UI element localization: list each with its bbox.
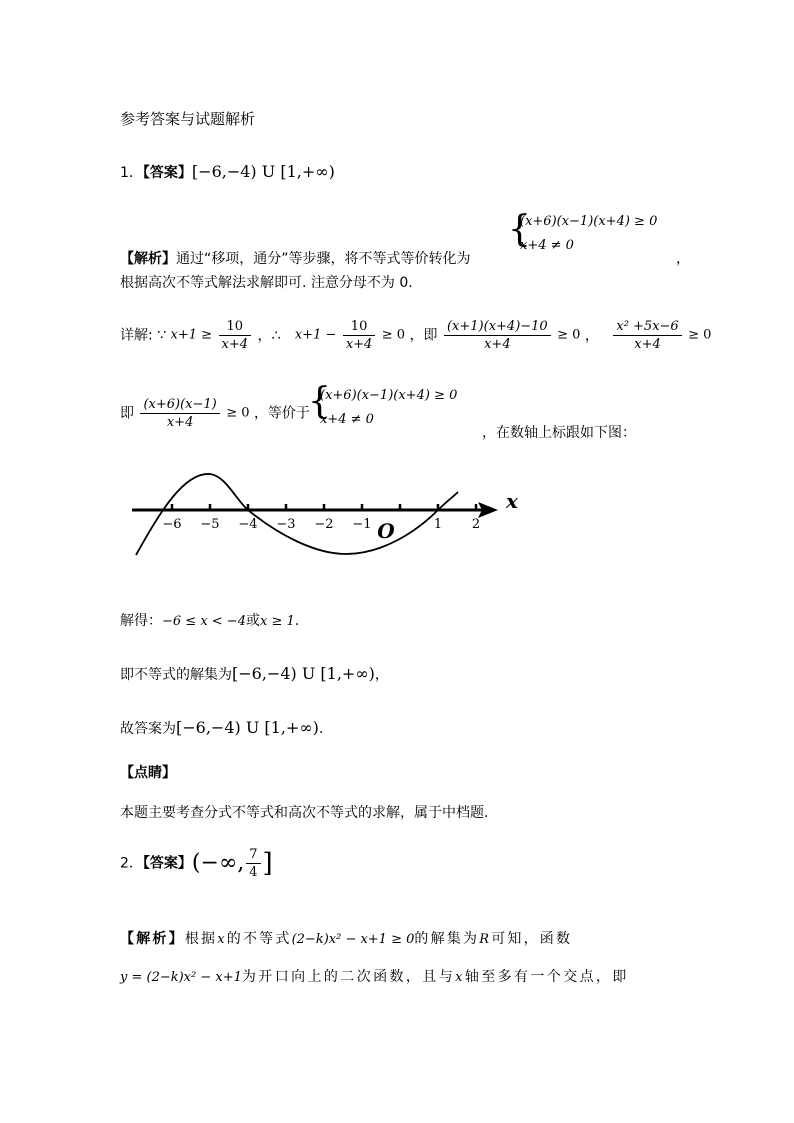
origin-label: O [377, 519, 395, 543]
q2-t4: 可知，函数 [491, 931, 573, 947]
q1-d5-den: x+4 [166, 415, 194, 430]
q1-d2-num: 10 [343, 318, 376, 336]
page-heading: 参考答案与试题解析 [120, 110, 256, 128]
x-axis-label: x [506, 489, 518, 513]
q1-equiv: ，等价于 [253, 405, 310, 422]
q1-system2-line2: x+4 ≠ 0 [320, 412, 374, 427]
q1-analysis-tag: 【解析】 [120, 251, 176, 267]
sign-curve [136, 474, 458, 555]
tick-label-1: 1 [433, 517, 443, 532]
q1-final-line [120, 718, 323, 738]
q1-analysis-line2: 根据高次不等式解法求解即可. 注意分母不为 0. [120, 275, 413, 291]
q1-answer-line [120, 162, 335, 182]
tick-label-minus1: −1 [352, 517, 372, 532]
q1-solve-math1: −6 ≤ x < −4 [162, 614, 246, 629]
q1-solve-label: 解得： [120, 613, 162, 629]
q1-ji2: 即 [120, 405, 134, 422]
q1-d3-right: ≥ 0 [557, 327, 581, 343]
tick-label-2: 2 [471, 517, 481, 532]
tick-label-minus3: −3 [276, 517, 296, 532]
q1-d3-fraction [444, 318, 551, 353]
q1-set-math: [−6,−4) U [1,+∞) [232, 664, 375, 683]
q1-d5-right: ≥ 0 [226, 405, 250, 421]
tick-label-minus6: −6 [162, 517, 182, 532]
q2-m5: x [455, 970, 465, 985]
q2-answer-left: (−∞, [191, 850, 245, 876]
tick-label-minus4: −4 [238, 517, 258, 532]
q1-d1-den: x+4 [221, 337, 249, 352]
q2-t6: 轴至多有一个交点，即 [464, 969, 629, 985]
q1-after-system2: ，在数轴上标跟如下图： [482, 425, 636, 441]
q2-analysis-tag: 【解析】 [120, 931, 185, 947]
q1-final-text: 故答案为 [120, 721, 176, 737]
q2-m3: R [479, 932, 492, 947]
q1-comment-text: 本题主要考查分式不等式和高次不等式的求解，属于中档题. [120, 805, 489, 821]
q1-system-line1: (x+6)(x−1)(x+4) ≥ 0 [520, 214, 658, 229]
q2-answer-right: ] [262, 848, 273, 879]
q1-detail-label: 详解: ∵ [120, 327, 167, 344]
q1-number: 1． [120, 165, 143, 181]
q1-d4-right: ≥ 0 [688, 327, 712, 343]
q1-d2-right: ≥ 0 [381, 327, 406, 343]
q2-t2: 的不等式 [226, 931, 292, 947]
q2-number: 2． [120, 855, 143, 872]
q1-d3-den: x+4 [484, 337, 511, 352]
q2-answer-fraction [246, 846, 260, 881]
q1-system-comma: ， [676, 251, 690, 267]
q1-system-line2: x+4 ≠ 0 [520, 238, 574, 253]
q1-d5-num: (x+6)(x−1) [140, 396, 219, 414]
q1-final-math: [−6,−4) U [1,+∞) [176, 718, 319, 737]
q1-comment-tag: 【点睛】 [120, 765, 176, 781]
q1-solve-end: . [294, 613, 300, 629]
q1-d2-left: x+1 − [294, 327, 337, 343]
q1-d1-fraction [219, 318, 252, 353]
q1-solve-math2: x ≥ 1 [259, 614, 295, 629]
q1-final-end: . [318, 721, 324, 737]
q2-answer-den: 4 [249, 865, 258, 880]
q1-therefore: ，∴ [257, 327, 281, 344]
q2-answer-num: 7 [246, 846, 260, 864]
q1-equiv-line [120, 396, 310, 436]
q2-analysis-line1 [120, 928, 572, 948]
number-line-figure [120, 462, 540, 582]
q1-d4-den: x+4 [634, 337, 661, 352]
q1-d4-fraction [613, 318, 681, 353]
q1-detail-line [120, 318, 711, 358]
q1-system2-brace: { [308, 381, 331, 422]
q1-ji1: ，即 [409, 327, 438, 344]
q1-sep: ， [584, 327, 599, 344]
q1-d4-num: x² +5x−6 [613, 318, 681, 336]
tick-label-minus2: −2 [314, 517, 334, 532]
q1-d1-left: x+1 ≥ [170, 327, 213, 343]
q2-m2: (2−k)x² − x+1 ≥ 0 [291, 932, 415, 947]
tick-label-minus5: −5 [200, 517, 220, 532]
q1-answer-tag: 【答案】 [142, 165, 192, 181]
q1-set-text: 即不等式的解集为 [120, 667, 232, 683]
q1-d5-fraction [140, 396, 219, 431]
q1-set-line [120, 664, 389, 684]
q2-analysis-line2 [120, 966, 629, 986]
q2-answer-line [120, 846, 273, 886]
q2-t1: 根据 [184, 931, 218, 947]
q1-analysis-line [120, 248, 471, 268]
q1-solve-line [120, 610, 299, 630]
q2-t3: 的解集为 [414, 931, 480, 947]
q1-d3-num: (x+1)(x+4)−10 [444, 318, 551, 336]
q1-system2-line1: (x+6)(x−1)(x+4) ≥ 0 [320, 388, 458, 403]
q2-answer-tag: 【答案】 [142, 855, 192, 872]
q1-d2-den: x+4 [345, 337, 373, 352]
q1-d2-fraction [343, 318, 376, 353]
q1-d1-num: 10 [219, 318, 252, 336]
q1-system-brace: { [508, 209, 531, 250]
q1-answer-math: [−6,−4) U [1,+∞) [191, 162, 335, 181]
q1-solve-or: 或 [245, 613, 260, 629]
q1-analysis-text: 通过“移项，通分”等步骤，将不等式等价转化为 [176, 251, 471, 267]
q2-t5: 为开口向上的二次函数，且与 [241, 969, 456, 985]
q2-m4: y = (2−k)x² − x+1 [120, 970, 242, 985]
q1-set-end: ， [374, 667, 389, 683]
q2-m1: x [217, 932, 227, 947]
